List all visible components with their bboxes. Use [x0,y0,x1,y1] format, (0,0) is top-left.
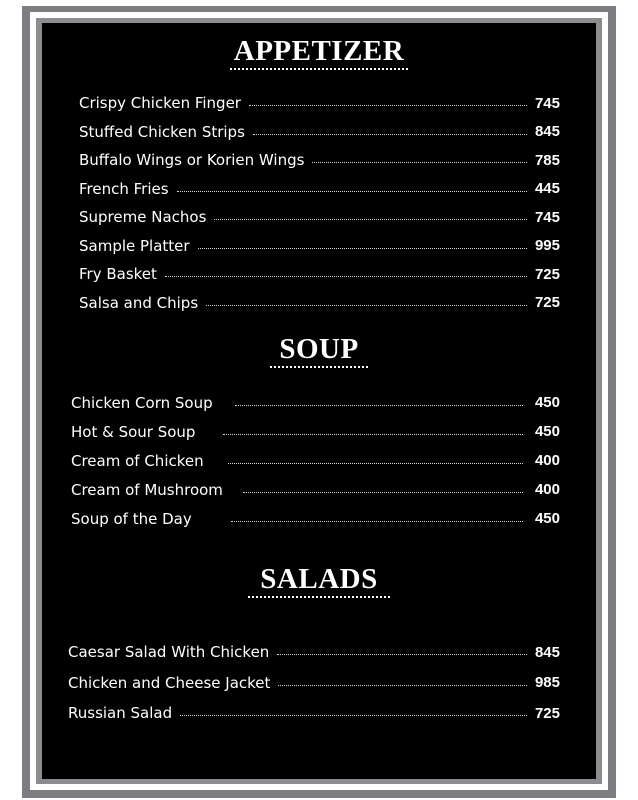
menu-item [79,260,560,289]
menu-item-name: Fry Basket [79,265,157,284]
salads-underline [248,596,390,598]
appetizer-heading [42,35,596,70]
menu-item [79,203,560,232]
menu-item-price: 445 [534,180,560,198]
menu-item-name: Stuffed Chicken Strips [79,122,245,141]
dotted-leader [243,492,523,493]
menu-item-name: Hot & Sour Soup [71,422,196,441]
dotted-leader [253,134,527,135]
dotted-leader [278,685,527,686]
menu-item [71,475,560,504]
dotted-leader [235,405,523,406]
menu-item-price: 995 [534,237,560,255]
menu-item-price: 785 [534,151,560,169]
soup-heading [42,333,596,368]
dotted-leader [198,248,527,249]
dotted-leader [249,105,527,106]
menu-item [71,417,560,446]
dotted-leader [228,463,523,464]
menu-item-name: Russian Salad [68,704,173,723]
dotted-leader [165,276,527,277]
appetizer-title: APPETIZER [233,35,405,67]
menu-item [68,698,560,729]
dotted-leader [231,521,523,522]
menu-item-price: 725 [534,294,560,312]
soup-underline [270,366,368,368]
menu-item [79,146,560,175]
menu-item [79,175,560,204]
dotted-leader [214,219,527,220]
menu-panel [42,23,596,779]
menu-item [71,388,560,417]
appetizer-underline [230,68,408,70]
menu-item-name: Soup of the Day [71,509,192,528]
menu-item-name: Salsa and Chips [79,293,199,312]
menu-item-price: 450 [534,423,560,440]
menu-item-price: 400 [534,481,560,498]
soup-list [71,388,560,533]
menu-item-name: Crispy Chicken Finger [79,94,241,113]
menu-item [71,504,560,533]
menu-item [71,446,560,475]
dotted-leader [223,434,523,435]
menu-item-name: Cream of Mushroom [71,480,223,499]
menu-item-name: Caesar Salad With Chicken [68,643,270,662]
soup-title: SOUP [279,333,359,365]
menu-item [68,668,560,699]
dotted-leader [206,305,527,306]
menu-item-price: 845 [534,123,560,141]
appetizer-list [79,89,560,317]
menu-item-name: Buffalo Wings or Korien Wings [79,151,305,170]
menu-item-name: Sample Platter [79,236,190,255]
salads-list [68,637,560,729]
menu-item-name: Chicken and Cheese Jacket [68,673,271,692]
dotted-leader [177,191,527,192]
menu-item-price: 450 [534,394,560,411]
menu-item [79,289,560,318]
menu-item-name: Chicken Corn Soup [71,393,213,412]
menu-item [79,232,560,261]
menu-item-price: 985 [534,674,560,692]
menu-item-name: Cream of Chicken [71,451,204,470]
menu-item-name: French Fries [79,179,169,198]
menu-item-price: 725 [534,265,560,283]
menu-item-price: 725 [534,704,560,722]
dotted-leader [180,715,527,716]
menu-item-price: 400 [534,452,560,469]
dotted-leader [277,654,527,655]
salads-title: SALADS [260,563,378,595]
menu-item [79,89,560,118]
dotted-leader [312,162,527,163]
salads-heading [42,563,596,598]
menu-item-price: 745 [534,94,560,112]
menu-item-price: 450 [534,510,560,527]
menu-item [79,118,560,147]
menu-item-name: Supreme Nachos [79,208,207,227]
menu-item-price: 845 [534,643,560,661]
menu-item-price: 745 [534,208,560,226]
menu-item [68,637,560,668]
